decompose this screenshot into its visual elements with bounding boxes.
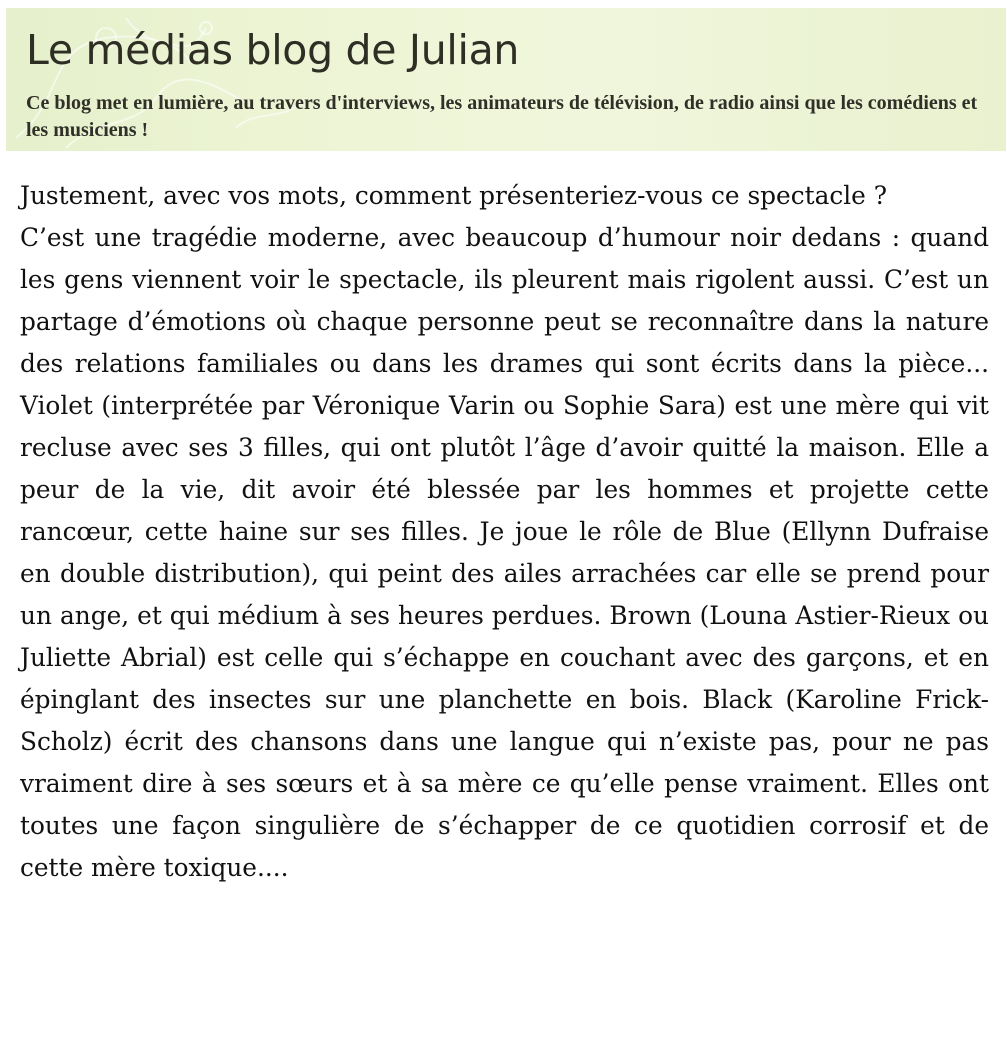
interview-answer: C’est une tragédie moderne, avec beaucoup d’humour noir dedans : quand les gens viennent voir le spectacle, ils pleurent mais rigolent aussi. C’est un partage d’émotions où chaque personne peut se reconnaître dans la nature des relations familiales ou dans les drames qui sont écrits dans la pièce... Violet (interprétée par Véronique Varin ou Sophie Sara) est une mère qui vit recluse avec ses 3 filles, qui ont plutôt l’âge d’avoir quitté la maison. Elle a peur de la vie, dit avoir été blessée par les hommes et projette cette rancœur, cette haine sur ses filles. Je joue le rôle de Blue (Ellynn Dufraise en double distribution), qui peint des ailes arrachées car elle se prend pour un ange, et qui médium à ses heures perdues. Brown (Louna Astier-Rieux ou Juliette Abrial) est celle qui s’échappe en couchant avec des garçons, et en épinglant des insectes sur une planchette en bois. Black (Karoline Frick-Scholz) écrit des chansons dans une langue qui n’existe pas, pour ne pas vraiment dire à ses sœurs et à sa mère ce qu’elle pense vraiment. Elles ont toutes une façon singulière de s’échapper de ce quotidien corrosif et de cette mère toxique.... (20, 223, 989, 882)
blog-tagline: Ce blog met en lumière, au travers d'interviews, les animateurs de télévision, de radio ainsi que les comédiens et les musiciens ! (26, 92, 978, 141)
article-body (20, 175, 989, 889)
blog-title[interactable]: Le médias blog de Julian (26, 26, 520, 74)
interview-question: Justement, avec vos mots, comment présenteriez-vous ce spectacle ? (20, 181, 888, 210)
blog-header-banner (6, 8, 1006, 151)
